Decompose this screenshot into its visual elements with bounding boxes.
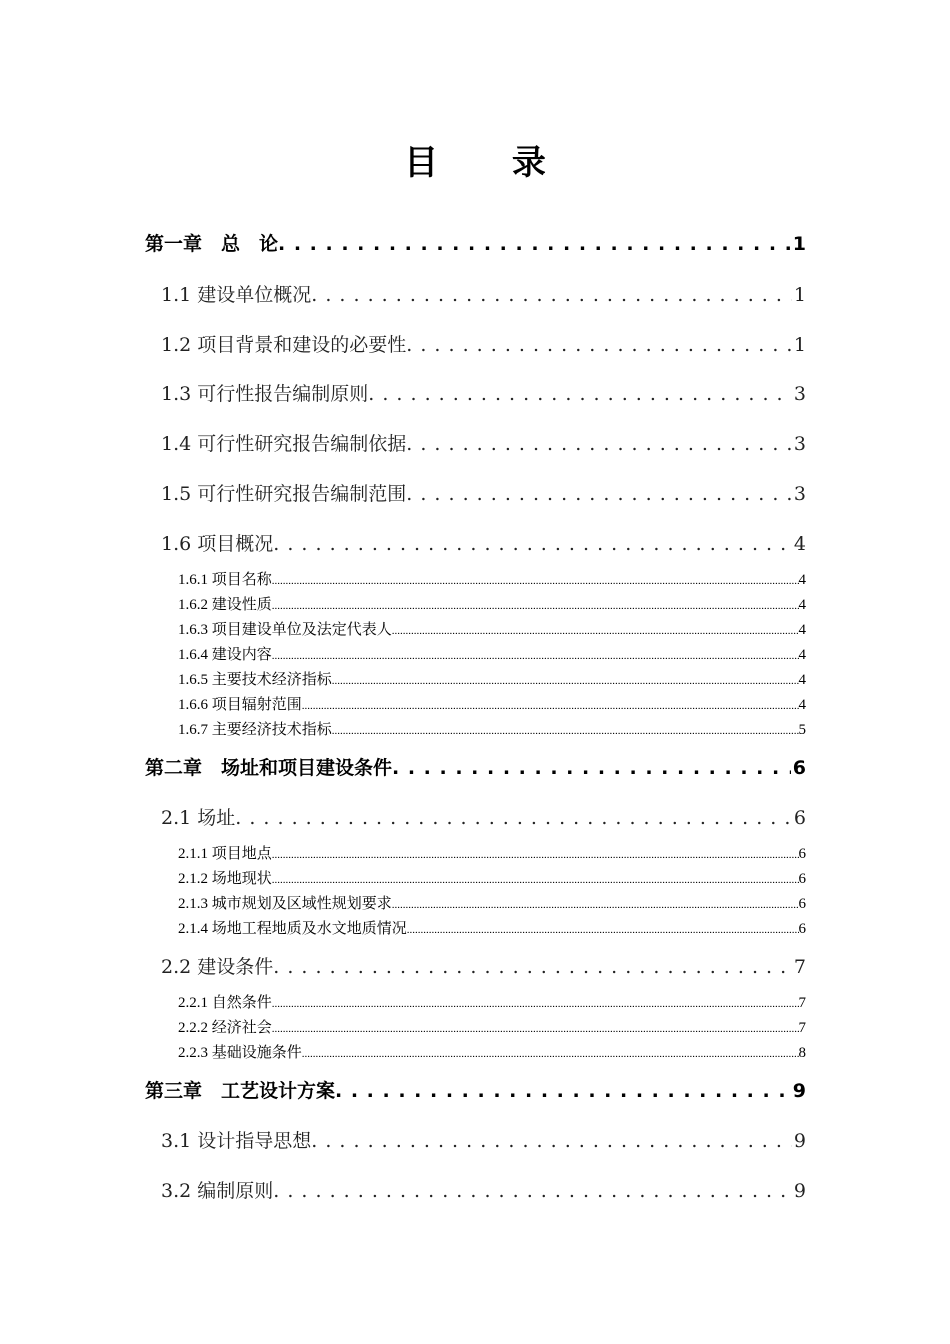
toc-page-number: 3 <box>793 483 806 505</box>
toc-page-number: 9 <box>793 1180 806 1202</box>
toc-page-number: 4 <box>798 647 806 663</box>
toc-page-number: 9 <box>793 1130 806 1152</box>
toc-entry-label: 3.1 设计指导思想 <box>161 1130 312 1152</box>
toc-subsection-2-1-3[interactable] <box>178 893 806 915</box>
toc-subsection-2-1-1[interactable] <box>178 843 806 865</box>
dot-leader <box>406 479 792 509</box>
toc-page-number: 6 <box>798 846 806 862</box>
toc-entry-label: 1.6.4 建设内容 <box>178 647 272 663</box>
toc-section-2-2[interactable] <box>161 952 806 982</box>
toc-entry-label: 第三章 工艺设计方案 <box>145 1080 336 1102</box>
toc-page-number: 1 <box>792 233 806 255</box>
toc-page-number: 6 <box>792 757 806 779</box>
toc-entry-label: 1.6.3 项目建设单位及法定代表人 <box>178 622 392 638</box>
toc-page-number: 1 <box>793 334 806 356</box>
toc-chapter-2[interactable] <box>145 753 806 783</box>
toc-page-number: 8 <box>798 1045 806 1061</box>
toc-entry-label: 1.6.7 主要经济技术指标 <box>178 722 332 738</box>
toc-entry-label: 1.6.2 建设性质 <box>178 597 272 613</box>
toc-entry-label: 1.6.6 项目辐射范围 <box>178 697 302 713</box>
toc-section-2-1[interactable] <box>161 803 806 833</box>
dot-leader <box>272 992 799 1014</box>
dot-leader <box>392 753 791 783</box>
dot-leader <box>235 803 792 833</box>
toc-page-number: 7 <box>798 995 806 1011</box>
toc-subsection-1-6-5[interactable] <box>178 669 806 691</box>
dot-leader <box>278 229 791 259</box>
dot-leader <box>273 952 792 982</box>
toc-subsection-1-6-6[interactable] <box>178 694 806 716</box>
toc-entry-label: 2.1 场址 <box>161 807 236 829</box>
toc-section-1-3[interactable] <box>161 379 806 409</box>
toc-page-number: 4 <box>798 572 806 588</box>
toc-section-1-5[interactable] <box>161 479 806 509</box>
toc-page-number: 4 <box>793 533 806 555</box>
dot-leader <box>302 694 799 716</box>
toc-page-number: 4 <box>798 597 806 613</box>
dot-leader <box>272 569 799 591</box>
dot-leader <box>392 619 799 641</box>
toc-entry-label: 1.3 可行性报告编制原则 <box>161 383 369 405</box>
dot-leader <box>311 280 792 310</box>
toc-subsection-1-6-4[interactable] <box>178 644 806 666</box>
toc-page-number: 6 <box>798 896 806 912</box>
toc-entry-label: 1.6.5 主要技术经济指标 <box>178 672 332 688</box>
toc-page-number: 6 <box>798 871 806 887</box>
toc-subsection-2-2-3[interactable] <box>178 1042 806 1064</box>
toc-subsection-1-6-1[interactable] <box>178 569 806 591</box>
toc-subsection-1-6-3[interactable] <box>178 619 806 641</box>
toc-page-number: 6 <box>798 921 806 937</box>
toc-section-1-1[interactable] <box>161 280 806 310</box>
toc-entry-label: 2.2.3 基础设施条件 <box>178 1045 302 1061</box>
toc-page-number: 6 <box>793 807 806 829</box>
page-title: 目 录 <box>404 143 546 183</box>
toc-entry-label: 1.5 可行性研究报告编制范围 <box>161 483 407 505</box>
toc-page-number: 1 <box>793 284 806 306</box>
toc-page-number: 7 <box>798 1020 806 1036</box>
toc-page-number: 4 <box>798 622 806 638</box>
toc-entry-label: 2.2 建设条件 <box>161 956 274 978</box>
dot-leader <box>272 843 799 865</box>
toc-page-number: 4 <box>798 672 806 688</box>
toc-entry-label: 2.2.1 自然条件 <box>178 995 272 1011</box>
toc-entry-label: 1.6.1 项目名称 <box>178 572 272 588</box>
toc-section-1-4[interactable] <box>161 429 806 459</box>
toc-chapter-3[interactable] <box>145 1076 806 1106</box>
toc-section-1-2[interactable] <box>161 330 806 360</box>
dot-leader <box>332 719 799 741</box>
dot-leader <box>368 379 792 409</box>
toc-subsection-1-6-7[interactable] <box>178 719 806 741</box>
toc-subsection-2-1-2[interactable] <box>178 868 806 890</box>
toc-subsection-2-1-4[interactable] <box>178 918 806 940</box>
toc-entry-label: 第二章 场址和项目建设条件 <box>145 757 393 779</box>
toc-page-number: 4 <box>798 697 806 713</box>
dot-leader <box>272 1017 799 1039</box>
dot-leader <box>272 644 799 666</box>
dot-leader <box>335 1076 791 1106</box>
dot-leader <box>273 529 792 559</box>
dot-leader <box>392 893 799 915</box>
dot-leader <box>273 1176 792 1206</box>
toc-entry-label: 2.1.4 场地工程地质及水文地质情况 <box>178 921 407 937</box>
toc-entry-label: 2.2.2 经济社会 <box>178 1020 272 1036</box>
toc-page-number: 7 <box>793 956 806 978</box>
dot-leader <box>406 429 792 459</box>
toc-entry-label: 1.1 建设单位概况 <box>161 284 312 306</box>
toc-section-3-1[interactable] <box>161 1126 806 1156</box>
toc-chapter-1[interactable] <box>145 229 806 259</box>
toc-subsection-2-2-1[interactable] <box>178 992 806 1014</box>
toc-page-number: 3 <box>793 383 806 405</box>
dot-leader <box>332 669 799 691</box>
toc-subsection-1-6-2[interactable] <box>178 594 806 616</box>
toc-entry-label: 1.6 项目概况 <box>161 533 274 555</box>
toc-section-1-6[interactable] <box>161 529 806 559</box>
toc-page-number: 5 <box>798 722 806 738</box>
toc-page-number: 3 <box>793 433 806 455</box>
toc-entry-label: 第一章 总 论 <box>145 233 279 255</box>
dot-leader <box>272 868 799 890</box>
toc-section-3-2[interactable] <box>161 1176 806 1206</box>
toc-entry-label: 1.2 项目背景和建设的必要性 <box>161 334 407 356</box>
toc-entry-label: 2.1.1 项目地点 <box>178 846 272 862</box>
toc-entry-label: 3.2 编制原则 <box>161 1180 274 1202</box>
dot-leader <box>311 1126 792 1156</box>
dot-leader <box>302 1042 799 1064</box>
dot-leader <box>407 918 799 940</box>
toc-entry-label: 2.1.3 城市规划及区域性规划要求 <box>178 896 392 912</box>
dot-leader <box>406 330 792 360</box>
toc-entry-label: 1.4 可行性研究报告编制依据 <box>161 433 407 455</box>
toc-page-number: 9 <box>792 1080 806 1102</box>
toc-entry-label: 2.1.2 场地现状 <box>178 871 272 887</box>
dot-leader <box>272 594 799 616</box>
toc-subsection-2-2-2[interactable] <box>178 1017 806 1039</box>
